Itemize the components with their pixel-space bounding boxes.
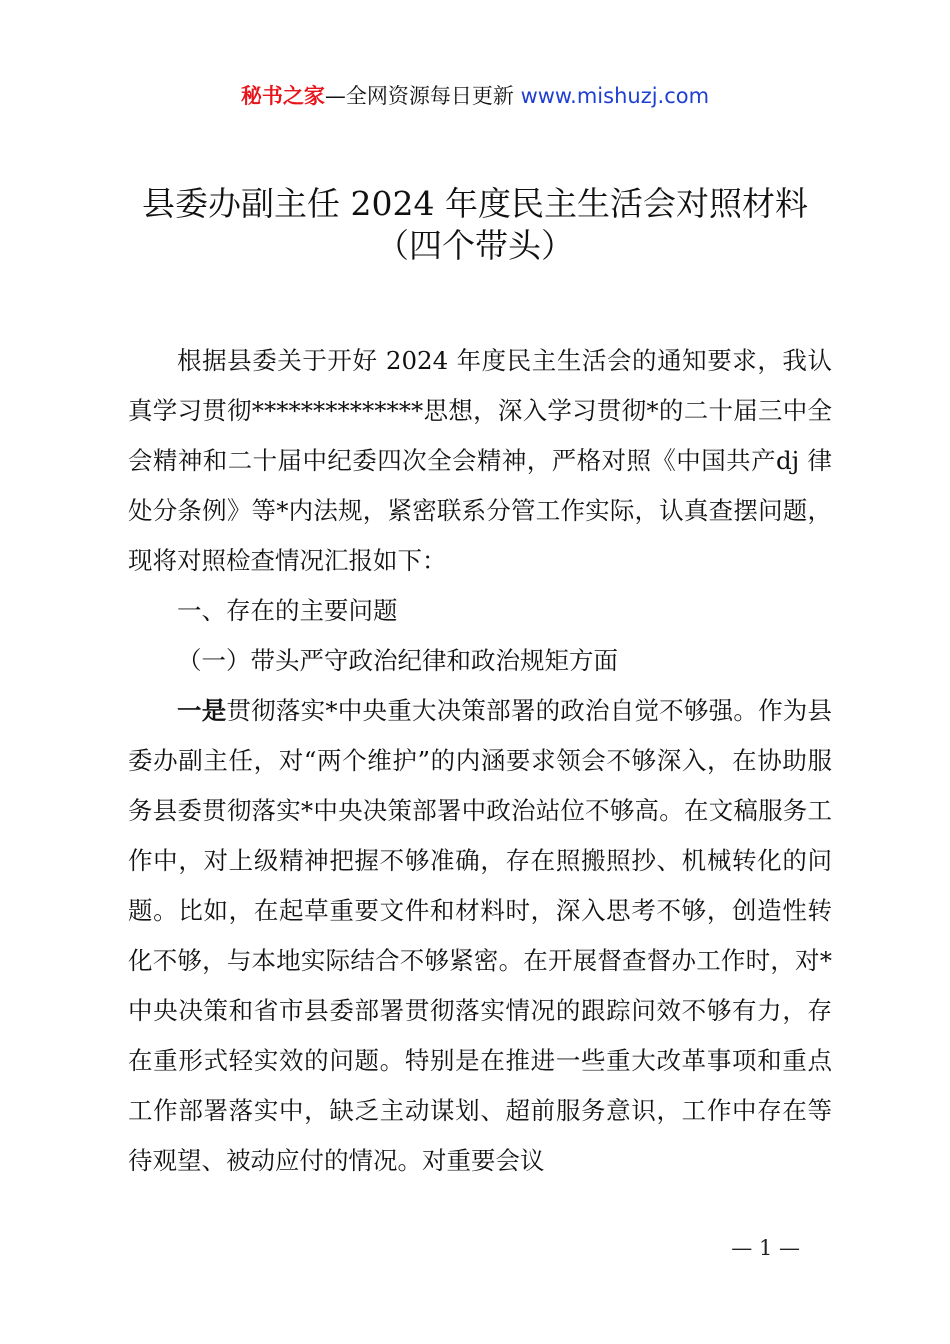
point-lead: 一是 [177,696,227,725]
subsection-heading: （一）带头严守政治纪律和政治规矩方面 [177,646,618,675]
point-paragraph [128,686,832,1186]
brand-name: 秘书之家 [240,84,325,108]
point-text: 贯彻落实*中央重大决策部署的政治自觉不够强。作为县委办副主任，对“两个维护”的内涵要求领会不够深入，在协助服务县委贯彻落实*中央决策部署中政治站位不够高。在文稿服务工作中，对上级精神把握不够准确，存在照搬照抄、机械转化的问题。比如，在起草重要文件和材料时，深入思考不够，创造性转化不够，与本地实际结合不够紧密。在开展督查督办工作时，对*中央决策和省市县委部署贯彻落实情况的跟踪问效不够有力，存在重形式轻实效的问题。特别是在推进一些重大改革事项和重点工作部署落实中，缺乏主动谋划、超前服务意识，工作中存在等待观望、被动应付的情况。对重要会议 [128,696,833,1175]
banner-url-link[interactable]: www.mishuzj.com [520,84,710,108]
section-heading: 一、存在的主要问题 [177,596,398,625]
page-number: — 1 — [731,1236,800,1260]
document-subtitle: （四个带头） [376,226,574,265]
banner-tagline: —全网资源每日更新 [324,84,521,108]
intro-paragraph: 根据县委关于开好 2024 年度民主生活会的通知要求，我认真学习贯彻**************思想，深入学习贯彻*的二十届三中全会精神和二十届中纪委四次全会精神，严格对照《中国共产dj 律处分条例》等*内法规，紧密联系分管工作实际，认真查摆问题，现将对照检查情况汇报如下： [128,346,832,575]
document-title: 县委办副主任 2024 年度民主生活会对照材料 [142,184,808,223]
site-banner [0,80,950,112]
document-body [128,336,832,1186]
